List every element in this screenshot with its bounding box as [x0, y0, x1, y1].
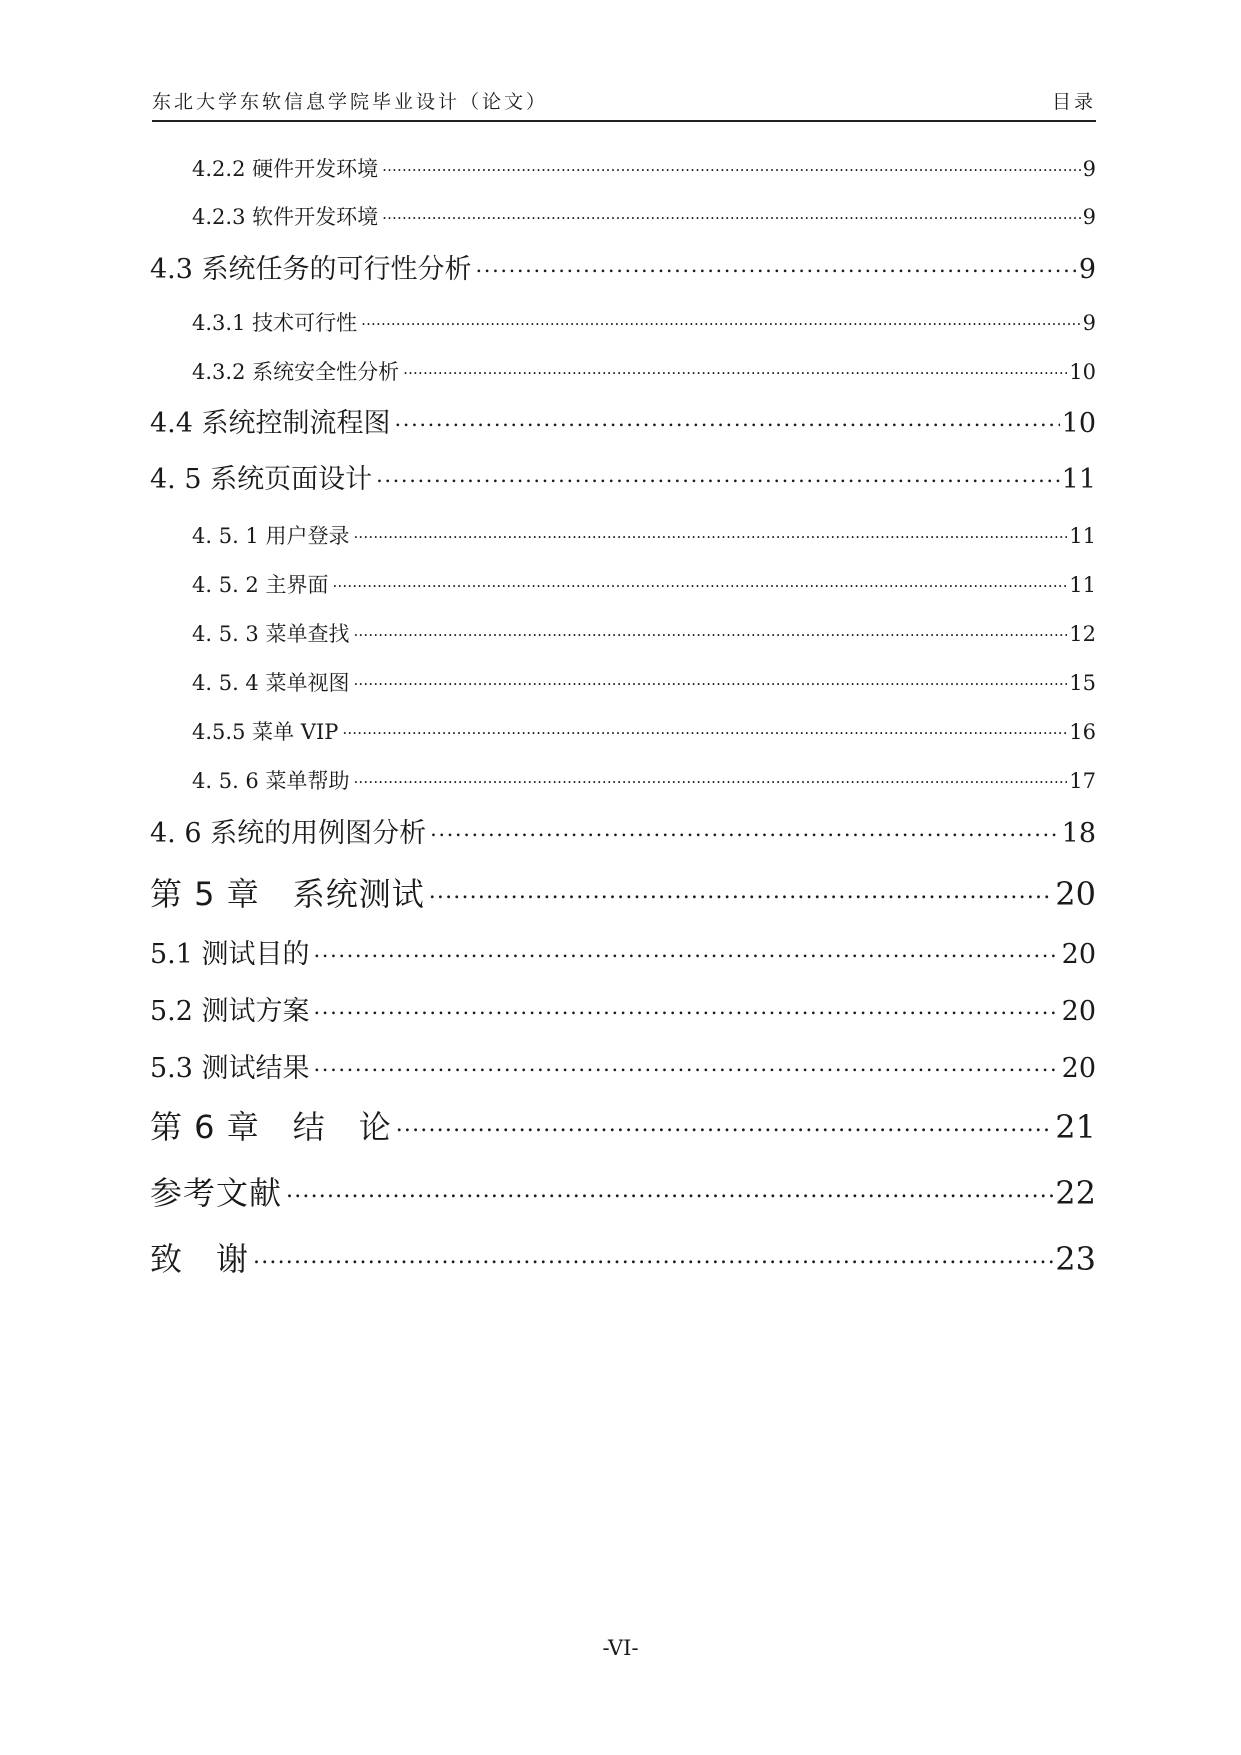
- toc-entry-page: 9: [1082, 157, 1096, 182]
- toc-entry-page: 10: [1069, 360, 1096, 385]
- toc-leader-dots: [353, 665, 1067, 690]
- toc-entry-4-5-3[interactable]: [192, 616, 1096, 648]
- toc-entry-4-5-6[interactable]: [192, 763, 1096, 795]
- toc-entry-title: 致 谢: [150, 1240, 250, 1279]
- toc-entry-title: 4. 5. 2 主界面: [192, 573, 329, 598]
- toc-entry-page: 20: [1061, 996, 1096, 1028]
- toc-entry-page: 12: [1069, 622, 1096, 647]
- toc-entry-4-4[interactable]: [150, 400, 1096, 440]
- toc-entry-4-5-1[interactable]: [192, 518, 1096, 550]
- toc-entry-page: 23: [1055, 1240, 1096, 1279]
- toc-leader-dots: [382, 151, 1081, 176]
- toc-entry-page: 20: [1061, 939, 1096, 971]
- toc-entry-title: 4. 5. 6 菜单帮助: [192, 769, 350, 794]
- header-section: 目录: [1051, 91, 1096, 113]
- toc-entry-page: 22: [1055, 1174, 1096, 1213]
- toc-leader-dots: [476, 246, 1077, 278]
- toc-entry-title: 4. 5. 4 菜单视图: [192, 671, 350, 696]
- toc-entry-4-2-3[interactable]: [192, 199, 1096, 231]
- toc-entry-page: 11: [1069, 524, 1096, 549]
- toc-entry-references[interactable]: [150, 1166, 1096, 1214]
- toc-entry-page: 20: [1055, 875, 1096, 914]
- toc-entry-page: 20: [1061, 1053, 1096, 1085]
- toc-entry-4-3-1[interactable]: [192, 305, 1096, 337]
- toc-leader-dots: [429, 867, 1054, 905]
- toc-entry-title: 5.1 测试目的: [150, 939, 310, 971]
- toc-leader-dots: [353, 518, 1067, 543]
- toc-entry-page: 15: [1069, 671, 1096, 696]
- toc-entry-page: 9: [1082, 311, 1096, 336]
- toc-leader-dots: [403, 354, 1067, 379]
- toc-entry-title: 4.3.1 技术可行性: [192, 311, 358, 336]
- toc-leader-dots: [353, 763, 1067, 788]
- toc-entry-title: 4.2.2 硬件开发环境: [192, 157, 379, 182]
- toc-leader-dots: [314, 1045, 1060, 1077]
- toc-entry-title: 5.3 测试结果: [150, 1053, 310, 1085]
- toc-leader-dots: [253, 1232, 1053, 1270]
- toc-entry-title: 第 5 章 系统测试: [150, 875, 425, 914]
- toc-leader-dots: [332, 567, 1067, 592]
- toc-entry-title: 4. 5. 3 菜单查找: [192, 622, 350, 647]
- toc-entry-title: 4.5.5 菜单 VIP: [192, 720, 339, 745]
- toc-entry-chapter-6[interactable]: [150, 1100, 1096, 1148]
- toc-entry-title: 4. 5 系统页面设计: [150, 464, 373, 496]
- toc-leader-dots: [314, 988, 1060, 1020]
- toc-entry-4-5-4[interactable]: [192, 665, 1096, 697]
- toc-entry-4-3-2[interactable]: [192, 354, 1096, 386]
- toc-entry-4-2-2[interactable]: [192, 151, 1096, 183]
- toc-entry-page: 9: [1078, 254, 1096, 286]
- toc-entry-5-2[interactable]: [150, 988, 1096, 1028]
- toc-leader-dots: [353, 616, 1067, 641]
- toc-entry-acknowledgements[interactable]: [150, 1232, 1096, 1280]
- toc-leader-dots: [382, 199, 1081, 224]
- toc-entry-4-5[interactable]: [150, 456, 1096, 496]
- toc-entry-4-5-5[interactable]: [192, 714, 1096, 746]
- header-title: 东北大学东软信息学院毕业设计（论文）: [152, 91, 549, 113]
- toc-leader-dots: [395, 400, 1060, 432]
- toc-entry-title: 4. 6 系统的用例图分析: [150, 818, 427, 850]
- toc-leader-dots: [286, 1166, 1053, 1204]
- toc-leader-dots: [342, 714, 1067, 739]
- toc-entry-page: 18: [1061, 818, 1096, 850]
- toc-entry-5-1[interactable]: [150, 931, 1096, 971]
- toc-entry-page: 11: [1069, 573, 1096, 598]
- toc-entry-4-6[interactable]: [150, 810, 1096, 850]
- page-number: -VI-: [602, 1636, 639, 1660]
- toc-entry-page: 17: [1069, 769, 1096, 794]
- toc-leader-dots: [361, 305, 1081, 330]
- toc-entry-title: 参考文献: [150, 1174, 283, 1213]
- toc-entry-title: 4.2.3 软件开发环境: [192, 205, 379, 230]
- toc-entry-title: 4.3.2 系统安全性分析: [192, 360, 400, 385]
- toc-entry-4-5-2[interactable]: [192, 567, 1096, 599]
- toc-entry-page: 21: [1055, 1108, 1096, 1147]
- toc-entry-page: 16: [1069, 720, 1096, 745]
- toc-leader-dots: [430, 810, 1060, 842]
- toc-entry-title: 4. 5. 1 用户登录: [192, 524, 350, 549]
- toc-leader-dots: [376, 456, 1060, 488]
- toc-entry-page: 10: [1061, 408, 1096, 440]
- toc-entry-title: 5.2 测试方案: [150, 996, 310, 1028]
- toc-entry-4-3[interactable]: [150, 246, 1096, 286]
- toc-entry-5-3[interactable]: [150, 1045, 1096, 1085]
- toc-entry-chapter-5[interactable]: [150, 867, 1096, 915]
- toc-leader-dots: [314, 931, 1060, 963]
- toc-entry-page: 9: [1082, 205, 1096, 230]
- toc-entry-title: 4.4 系统控制流程图: [150, 408, 391, 440]
- toc-entry-title: 第 6 章 结 论: [150, 1108, 392, 1147]
- toc-entry-title: 4.3 系统任务的可行性分析: [150, 254, 472, 286]
- toc-leader-dots: [396, 1100, 1054, 1138]
- toc-entry-page: 11: [1061, 464, 1096, 496]
